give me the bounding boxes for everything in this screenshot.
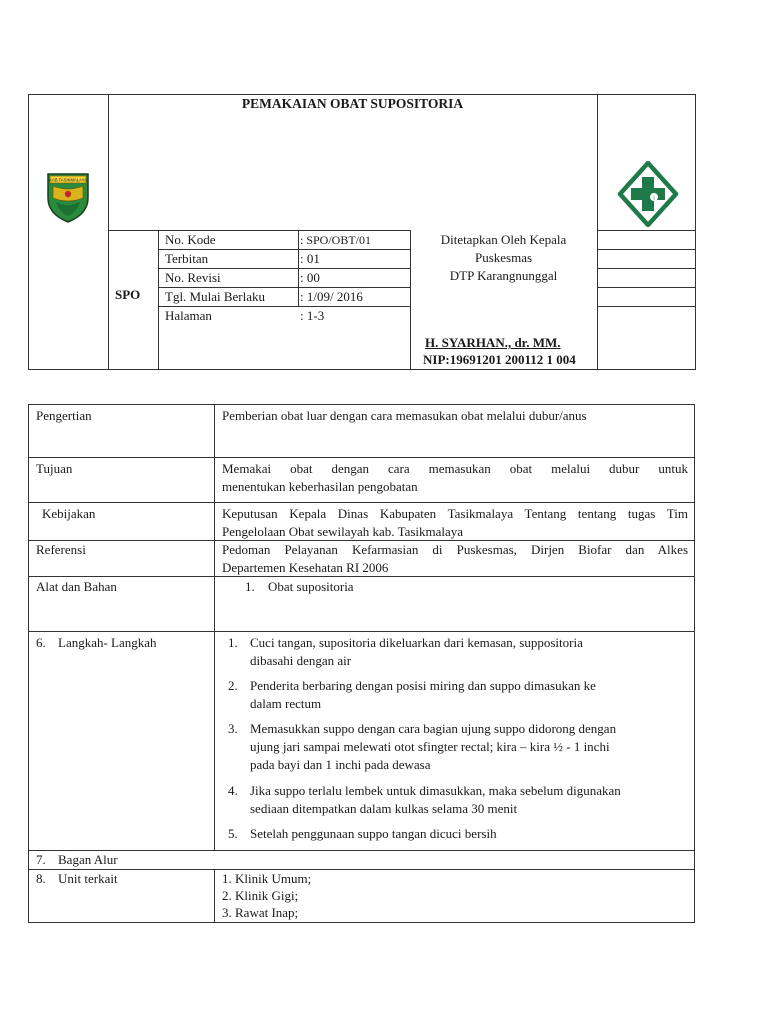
step-line: Penderita berbaring dengan posisi miring dan suppo dimasukan ke: [250, 678, 596, 693]
step-line: Setelah penggunaan suppo tangan dicuci bersih: [250, 826, 497, 841]
meta-label-kode: No. Kode: [165, 232, 216, 247]
svg-text:♁: ♁: [651, 195, 657, 202]
unit-num: 8.: [36, 871, 46, 886]
approval-line-3: DTP Karangnunggal: [449, 268, 558, 283]
step-number: 5.: [228, 826, 238, 841]
emblem-icon: [44, 168, 92, 224]
meta-label-revisi: No. Revisi: [165, 270, 221, 285]
list-item: 3. Rawat Inap;: [222, 905, 299, 920]
referensi-line-2: Departemen Kesehatan RI 2006: [222, 560, 389, 575]
alat-label: Alat dan Bahan: [36, 579, 117, 594]
langkah-num: 6.: [36, 635, 46, 650]
meta-label-halaman: Halaman: [165, 308, 212, 323]
meta-value-kode: : SPO/OBT/01: [300, 233, 372, 247]
tujuan-line-1: Memakai obat dengan cara memasukan obat melalui dubur untuk: [222, 461, 688, 476]
langkah-label: Langkah- Langkah: [58, 635, 157, 650]
approval-line-1: Ditetapkan Oleh Kepala: [440, 232, 567, 247]
kebijakan-line-2: Pengelolaan Obat sewilayah kab. Tasikmalaya: [222, 524, 464, 539]
approver-nip: NIP:19691201 200112 1 004: [423, 352, 576, 367]
approval-line-2: Puskesmas: [474, 250, 533, 265]
alat-text: Obat supositoria: [268, 579, 354, 594]
bagan-label: Bagan Alur: [58, 852, 118, 867]
list-item: [228, 634, 688, 670]
list-item: 2. Klinik Gigi;: [222, 888, 299, 903]
page-title: PEMAKAIAN OBAT SUPOSITORIA: [241, 96, 464, 111]
spo-label: SPO: [115, 287, 141, 302]
list-item: 1. Klinik Umum;: [222, 871, 312, 886]
meta-value-tgl: : 1/09/ 2016: [300, 289, 363, 304]
meta-value-halaman: : 1-3: [300, 308, 325, 323]
kebijakan-label: Kebijakan: [42, 506, 96, 521]
step-number: 3.: [228, 721, 238, 736]
step-number: 4.: [228, 783, 238, 798]
pengertian-text: Pemberian obat luar dengan cara memasukan obat melalui dubur/anus: [222, 408, 587, 423]
step-line: Jika suppo terlalu lembek untuk dimasukkan, maka sebelum digunakan: [250, 783, 621, 798]
list-item: [228, 720, 688, 774]
step-line: ujung jari sampai melewati otot sfingter rectal; kira – kira ½ - 1 inchi: [250, 739, 610, 754]
alat-num: 1.: [245, 579, 255, 594]
pengertian-label: Pengertian: [36, 408, 92, 423]
puskesmas-logo: [617, 161, 679, 227]
tujuan-label: Tujuan: [36, 461, 73, 476]
meta-value-terbitan: : 01: [300, 251, 320, 266]
step-line: dibasahi dengan air: [250, 653, 352, 668]
referensi-line-1: Pedoman Pelayanan Kefarmasian di Puskesmas, Dirjen Biofar dan Alkes: [222, 542, 688, 557]
list-item: [228, 782, 688, 818]
meta-label-tgl: Tgl. Mulai Berlaku: [165, 289, 266, 304]
referensi-label: Referensi: [36, 542, 86, 557]
step-line: Memasukkan suppo dengan cara bagian ujung suppo didorong dengan: [250, 721, 617, 736]
approver-name: H. SYARHAN., dr. MM.: [425, 335, 561, 350]
unit-label: Unit terkait: [58, 871, 118, 886]
kebijakan-line-1: Keputusan Kepala Dinas Kabupaten Tasikmalaya Tentang tentang tugas Tim: [222, 506, 688, 521]
step-line: pada bayi dan 1 inchi pada dewasa: [250, 757, 431, 772]
step-number: 1.: [228, 635, 238, 650]
meta-label-terbitan: Terbitan: [165, 251, 209, 266]
list-item: [228, 677, 688, 713]
step-line: sediaan ditempatkan dalam kulkas selama 30 menit: [250, 801, 518, 816]
regency-emblem-logo: [44, 168, 92, 224]
step-number: 2.: [228, 678, 238, 693]
svg-text:KAB.TASIKMALAYA: KAB.TASIKMALAYA: [49, 177, 87, 183]
step-line: Cuci tangan, supositoria dikeluarkan dari kemasan, suppositoria: [250, 635, 583, 650]
list-item: [228, 825, 688, 843]
puskesmas-cross-icon: [617, 161, 679, 227]
step-line: dalam rectum: [250, 696, 322, 711]
meta-value-revisi: : 00: [300, 270, 320, 285]
bagan-num: 7.: [36, 852, 46, 867]
tujuan-line-2: menentukan keberhasilan pengobatan: [222, 479, 418, 494]
